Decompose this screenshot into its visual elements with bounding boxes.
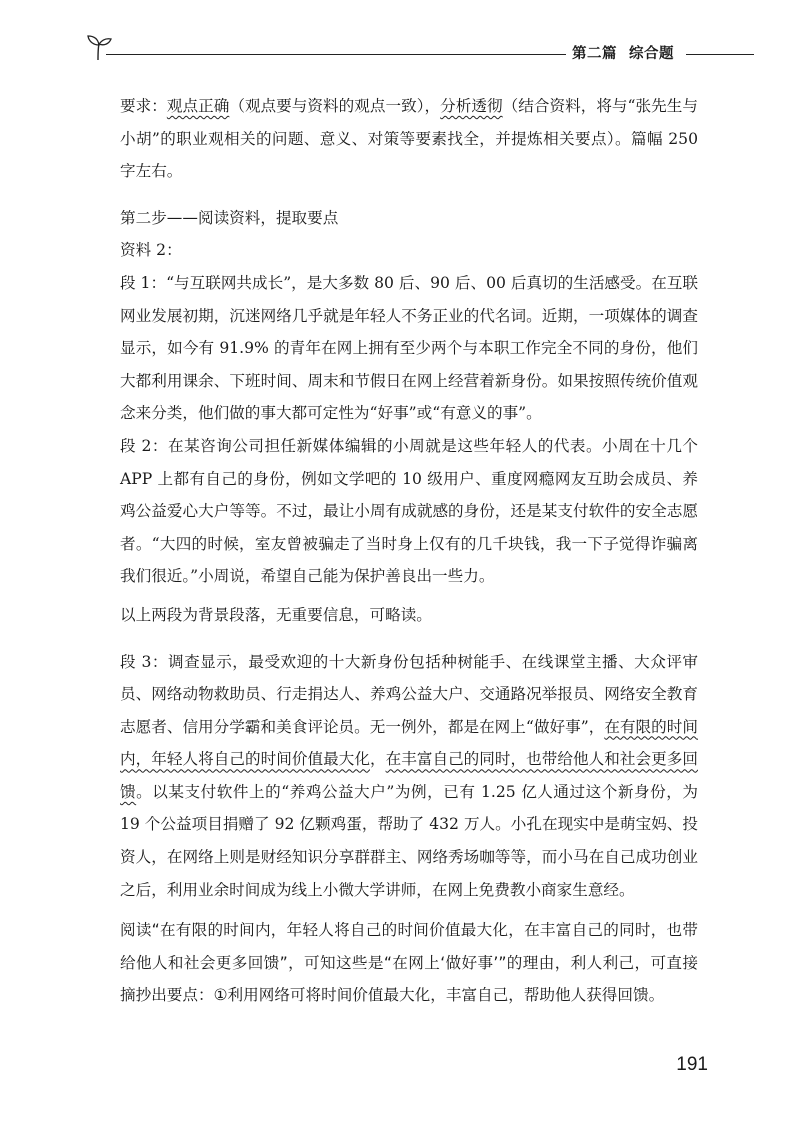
analysis-note: 阅读“在有限的时间内，年轻人将自己的时间价值最大化，在丰富自己的同时，也带给他人和社会更多回馈”，可知这些是“在网上‘做好事’”的理由，利人利己，可直接摘抄出要点：①利用网络可将时间价值最大化，丰富自己，帮助他人获得回馈。 bbox=[120, 921, 698, 1005]
requirement-lead: 要求： bbox=[120, 97, 167, 115]
step-title: 第二步——阅读资料，提取要点 bbox=[120, 208, 339, 227]
sprout-icon bbox=[84, 32, 114, 62]
paragraph-3-rest: 。以某支付软件上的“养鸡公益大户”为例，已有 1.25 亿人通过这个新身份，为 19 个公益项目捐赠了 92 亿颗鸡蛋，帮助了 432 万人。小孔在现实中是萌宝妈、投资人，在网络上则是财经知识分享群群主、网络秀场咖等等，而小马在自己成功创业之后，利用业余时间成为线上小微大学讲师，在网上免费教小商家生意经。 bbox=[120, 782, 698, 899]
material-label: 资料 2： bbox=[120, 241, 182, 260]
paragraph-3-intro: 段 3：调查显示，最受欢迎的十大新身份包括种树能手、在线课堂主播、大众评审员、网络动物救助员、行走捐达人、养鸡公益大户、交通路况举报员、网络安全教育志愿者、信用分学霸和美食评论员。无一例外，都是在网上“做好事”， bbox=[120, 652, 698, 736]
running-head-title bbox=[572, 42, 684, 63]
requirement-point-correct: 观点正确 bbox=[166, 97, 230, 115]
key-phrase-giving-back: 在丰富自己的同时，也带给他人和社会更多回馈 bbox=[120, 750, 698, 801]
page-body bbox=[120, 90, 698, 1012]
requirement-paragraph bbox=[120, 90, 698, 188]
header-section: 综合题 bbox=[629, 46, 674, 62]
paragraph-3-comma: ， bbox=[369, 750, 386, 769]
requirement-point-correct-note: （观点要与资料的观点一致）， bbox=[229, 97, 441, 115]
material-paragraph-1: 段 1：“与互联网共成长”，是大多数 80 后、90 后、00 后真切的生活感受。在互联网业发展初期，沉迷网络几乎就是年轻人不务正业的代名词。近期，一项媒体的调查显示，如今有 91.9% 的青年在网上拥有至少两个与本职工作完全不同的身份，他们大都利用课余、下班时间、周末和节假日在网上经营着新身份。如果按照传统价值观念来分类，他们做的事大都可定性为“好事”或“有意义的事”。 bbox=[120, 273, 698, 423]
material-paragraph-2: 段 2：在某咨询公司担任新媒体编辑的小周就是这些年轻人的代表。小周在十几个 APP 上都有自己的身份，例如文学吧的 10 级用户、重度网瘾网友互助会成员、养鸡公益爱心大户等等。不过，最让小周有成就感的身份，还是某支付软件的安全志愿者。“大四的时候，室友曾被骗走了当时身上仅有的几千块钱，我一下子觉得诈骗离我们很近。”小周说，希望自己能为保护善良出一些力。 bbox=[120, 436, 698, 586]
header-part: 第二篇 bbox=[572, 46, 617, 62]
page-number: 191 bbox=[676, 1054, 708, 1075]
running-header bbox=[84, 32, 754, 68]
requirement-point-thorough-note: （结合资料，将与“张先生与小胡”的职业观相关的问题、意义、对策等要素找全，并提炼相关要点）。篇幅 250 字左右。 bbox=[120, 97, 698, 181]
key-phrase-time-value: 在有限的时间内，年轻人将自己的时间价值最大化 bbox=[120, 717, 698, 769]
material-paragraph-3 bbox=[120, 646, 698, 907]
requirement-point-thorough: 分析透彻 bbox=[440, 97, 503, 115]
header-rule-right bbox=[686, 54, 754, 55]
background-note: 以上两段为背景段落，无重要信息，可略读。 bbox=[120, 605, 432, 624]
header-rule-left bbox=[106, 54, 566, 55]
